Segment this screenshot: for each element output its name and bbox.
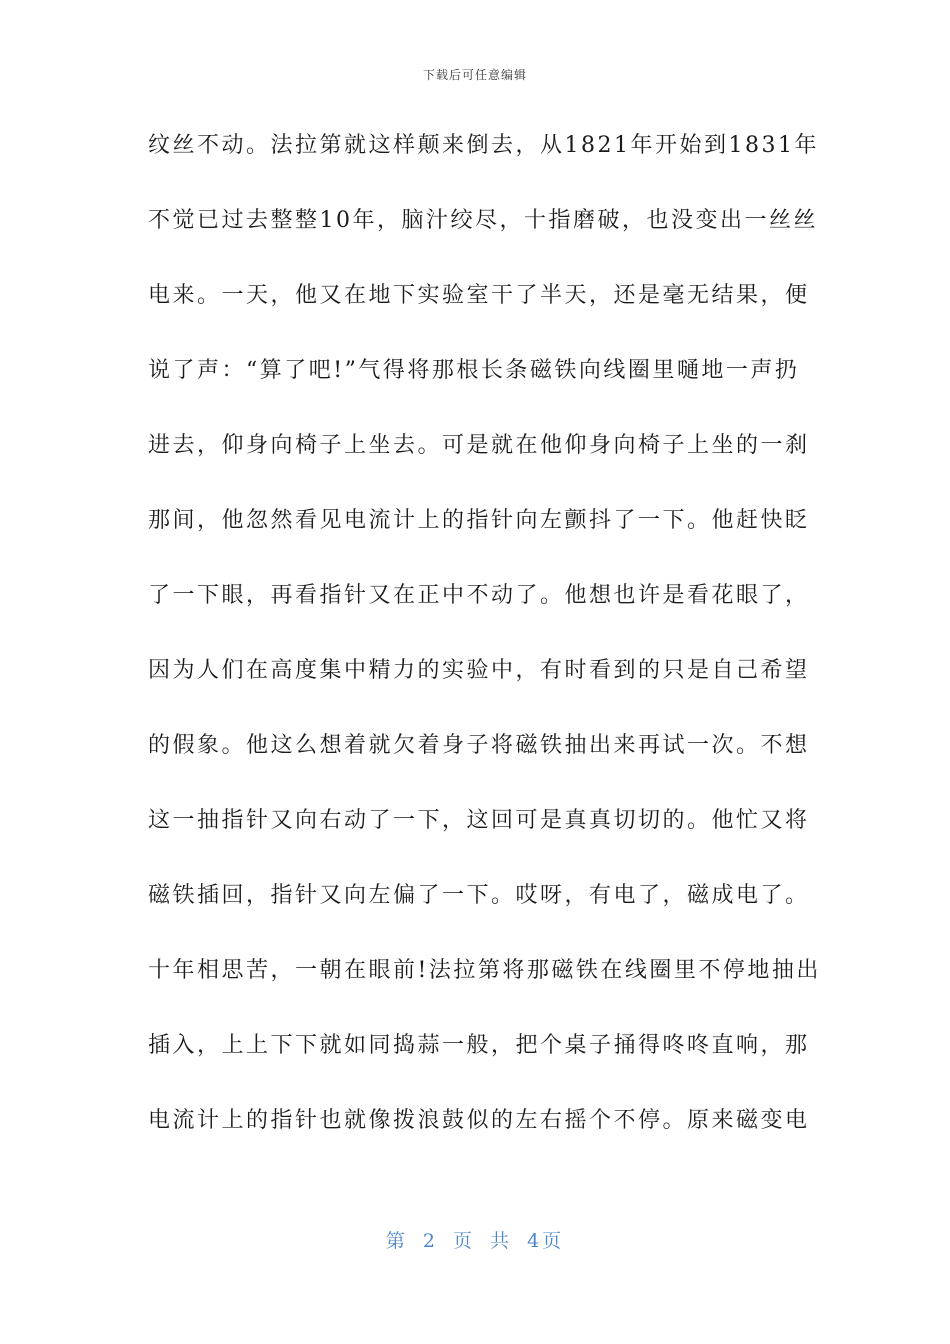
page-number-footer: 第 2 页 共 4页 xyxy=(385,1230,565,1252)
body-line: 纹丝不动。法拉第就这样颠来倒去，从1821年开始到1831年 xyxy=(148,133,819,158)
body-line: 因为人们在高度集中精力的实验中，有时看到的只是自己希望 xyxy=(148,658,810,683)
body-line: 十年相思苦，一朝在眼前!法拉第将那磁铁在线圈里不停地抽出 xyxy=(148,958,821,983)
body-line: 不觉已过去整整10年，脑汁绞尽，十指磨破，也没变出一丝丝 xyxy=(148,208,818,233)
body-line: 这一抽指针又向右动了一下，这回可是真真切切的。他忙又将 xyxy=(148,808,810,833)
body-line: 电流计上的指针也就像拨浪鼓似的左右摇个不停。原来磁变电 xyxy=(148,1108,810,1133)
body-line: 插入，上上下下就如同捣蒜一般，把个桌子捅得咚咚直响，那 xyxy=(148,1033,810,1058)
document-body xyxy=(148,122,821,1172)
body-line: 那间，他忽然看见电流计上的指针向左颤抖了一下。他赶快眨 xyxy=(148,508,810,533)
body-line: 电来。一天，他又在地下实验室干了半天，还是毫无结果，便 xyxy=(148,283,810,308)
body-line: 的假象。他这么想着就欠着身子将磁铁抽出来再试一次。不想 xyxy=(148,733,810,758)
body-line: 说了声：“算了吧!”气得将那根长条磁铁向线圈里嗵地一声扔 xyxy=(148,358,800,383)
page-header: 下载后可任意编辑 xyxy=(422,68,527,82)
body-line: 进去，仰身向椅子上坐去。可是就在他仰身向椅子上坐的一刹 xyxy=(148,433,810,458)
body-line: 了一下眼，再看指针又在正中不动了。他想也许是看花眼了， xyxy=(148,583,810,608)
body-line: 磁铁插回，指针又向左偏了一下。哎呀，有电了，磁成电了。 xyxy=(148,883,810,908)
